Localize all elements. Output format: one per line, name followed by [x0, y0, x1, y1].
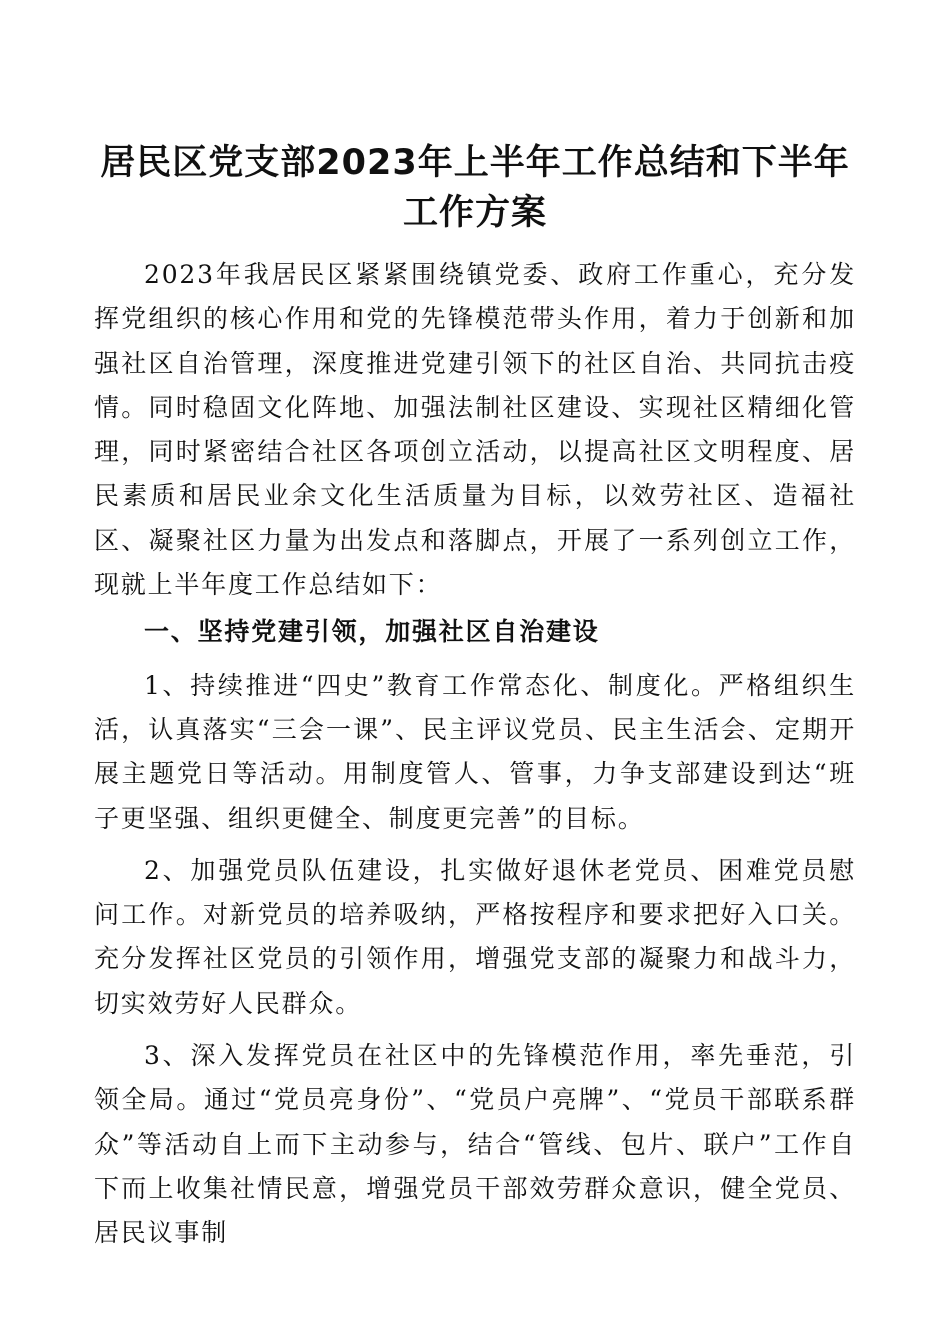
section-item-2: 2、加强党员队伍建设，扎实做好退休老党员、困难党员慰问工作。对新党员的培养吸纳，严格按程序和要求把好入口关。充分发挥社区党员的引领作用，增强党支部的凝聚力和战斗力，切实效劳好人民群众。 — [94, 855, 856, 1018]
section-item-1: 1、持续推进“四史”教育工作常态化、制度化。严格组织生活，认真落实“三会一课”、民主评议党员、民主生活会、定期开展主题党日等活动。用制度管人、管事，力争支部建设到达“班子更坚强、组织更健全、制度更完善”的目标。 — [94, 670, 856, 833]
document-title: 居民区党支部2023年上半年工作总结和下半年工作方案 — [100, 143, 850, 233]
section-item-3: 3、深入发挥党员在社区中的先锋模范作用，率先垂范，引领全局。通过“党员亮身份”、“党员户亮牌”、“党员干部联系群众”等活动自上而下主动参与，结合“管线、包片、联户”工作自下而上收集社情民意，增强党员干部效劳群众意识，健全党员、居民议事制 — [94, 1041, 856, 1248]
intro-paragraph: 2023年我居民区紧紧围绕镇党委、政府工作重心，充分发挥党组织的核心作用和党的先锋模范带头作用，着力于创新和加强社区自治管理，深度推进党建引领下的社区自治、共同抗击疫情。同时稳固文化阵地、加强法制社区建设、实现社区精细化管理，同时紧密结合社区各项创立活动，以提高社区文明程度、居民素质和居民业余文化生活质量为目标，以效劳社区、造福社区、凝聚社区力量为出发点和落脚点，开展了一系列创立工作，现就上半年度工作总结如下： — [94, 260, 856, 600]
section-heading: 一、坚持党建引领，加强社区自治建设 — [144, 617, 600, 647]
document-body — [94, 253, 856, 1256]
